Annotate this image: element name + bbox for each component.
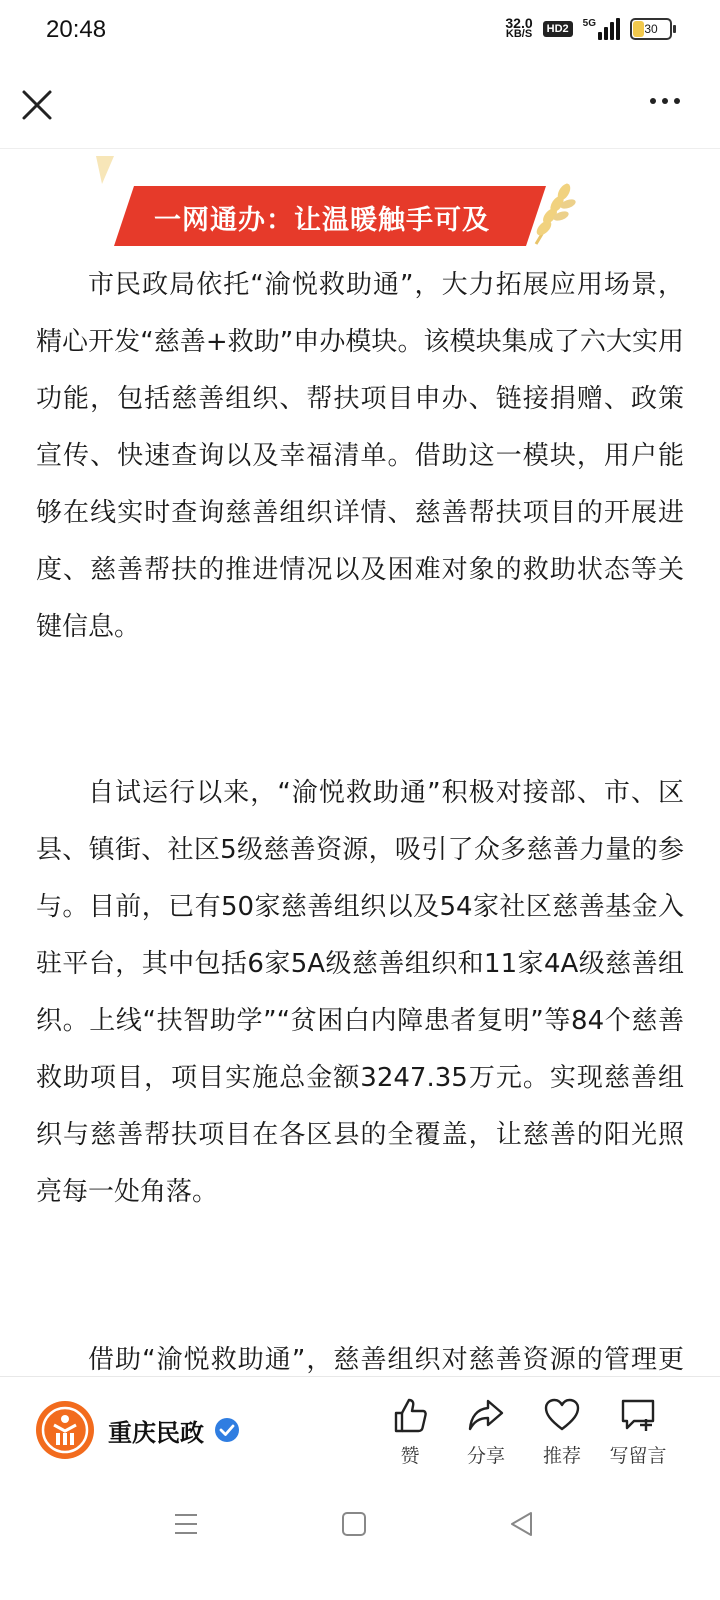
share-button[interactable] [446, 1395, 526, 1468]
recommend-button[interactable] [522, 1395, 602, 1468]
comment-button[interactable] [598, 1395, 678, 1468]
close-button[interactable] [18, 86, 56, 124]
system-home-button[interactable] [340, 1510, 368, 1542]
section-banner [96, 156, 596, 246]
more-icon-dot [674, 98, 680, 104]
article-paragraph: 自试运行以来，“渝悦救助通”积极对接部、市、区县、镇街、社区5级慈善资源，吸引了众多慈善力量的参与。目前，已有50家慈善组织以及54家社区慈善基金入驻平台，其中包括6家5A级慈善组织和11家4A级慈善组织。上线“扶智助学”“贫困白内障患者复明”等84个慈善救助项目，项目实施总金额3247.35万元。实现慈善组织与慈善帮扶项目在各区县的全覆盖，让慈善的阳光照亮每一处角落。 [36, 778, 684, 1207]
system-menu-button[interactable] [172, 1510, 200, 1542]
network-speed-value: 32.0 [505, 15, 533, 31]
account-name[interactable]: 重庆民政 [108, 1419, 204, 1447]
more-button[interactable] [650, 98, 680, 104]
network-speed-unit: KB/S [505, 28, 533, 40]
system-nav-bar [0, 1480, 720, 1600]
battery-fill [633, 21, 644, 37]
article-paragraph: 借助“渝悦救助通”，慈善组织对慈善资源的管理更 [88, 1345, 684, 1375]
comment-label: 写留言 [609, 1445, 667, 1467]
more-icon-dot [662, 98, 668, 104]
verified-badge-icon [214, 1417, 240, 1443]
hd-badge: HD2 [543, 21, 573, 37]
signal-icon [583, 18, 620, 40]
status-time: 20:48 [46, 16, 107, 43]
share-label: 分享 [466, 1445, 505, 1467]
like-button[interactable] [370, 1395, 450, 1468]
battery-icon [630, 18, 672, 40]
article-body[interactable] [0, 148, 720, 1400]
account-avatar[interactable] [36, 1401, 94, 1459]
heart-icon [542, 1395, 582, 1435]
top-nav [0, 64, 720, 149]
menu-icon [172, 1510, 200, 1538]
status-icons [505, 15, 672, 40]
banner-title: 一网通办：让温暖触手可及 [154, 205, 490, 236]
close-icon [18, 86, 56, 124]
system-back-button[interactable] [508, 1510, 536, 1542]
like-label: 赞 [400, 1445, 420, 1467]
back-icon [508, 1510, 536, 1538]
status-bar [0, 0, 720, 64]
more-icon-dot [650, 98, 656, 104]
home-icon [340, 1510, 368, 1538]
thumbs-up-icon [390, 1395, 430, 1435]
article-paragraph: 市民政局依托“渝悦救助通”，大力拓展应用场景，精心开发“慈善+救助”申办模块。该模块集成了六大实用功能，包括慈善组织、帮扶项目申办、链接捐赠、政策宣传、快速查询以及幸福清单。借助这一模块，用户能够在线实时查询慈善组织详情、慈善帮扶项目的开展进度、慈善帮扶的推进情况以及困难对象的救助状态等关键信息。 [36, 270, 684, 642]
comment-add-icon [618, 1395, 658, 1435]
battery-level: 30 [644, 22, 658, 36]
network-speed [505, 15, 533, 40]
share-icon [466, 1395, 506, 1435]
recommend-label: 推荐 [542, 1445, 581, 1467]
wheat-icon [530, 178, 574, 248]
avatar-logo-icon [36, 1401, 94, 1459]
network-type: 5G [582, 18, 596, 29]
action-bar [0, 1376, 720, 1481]
